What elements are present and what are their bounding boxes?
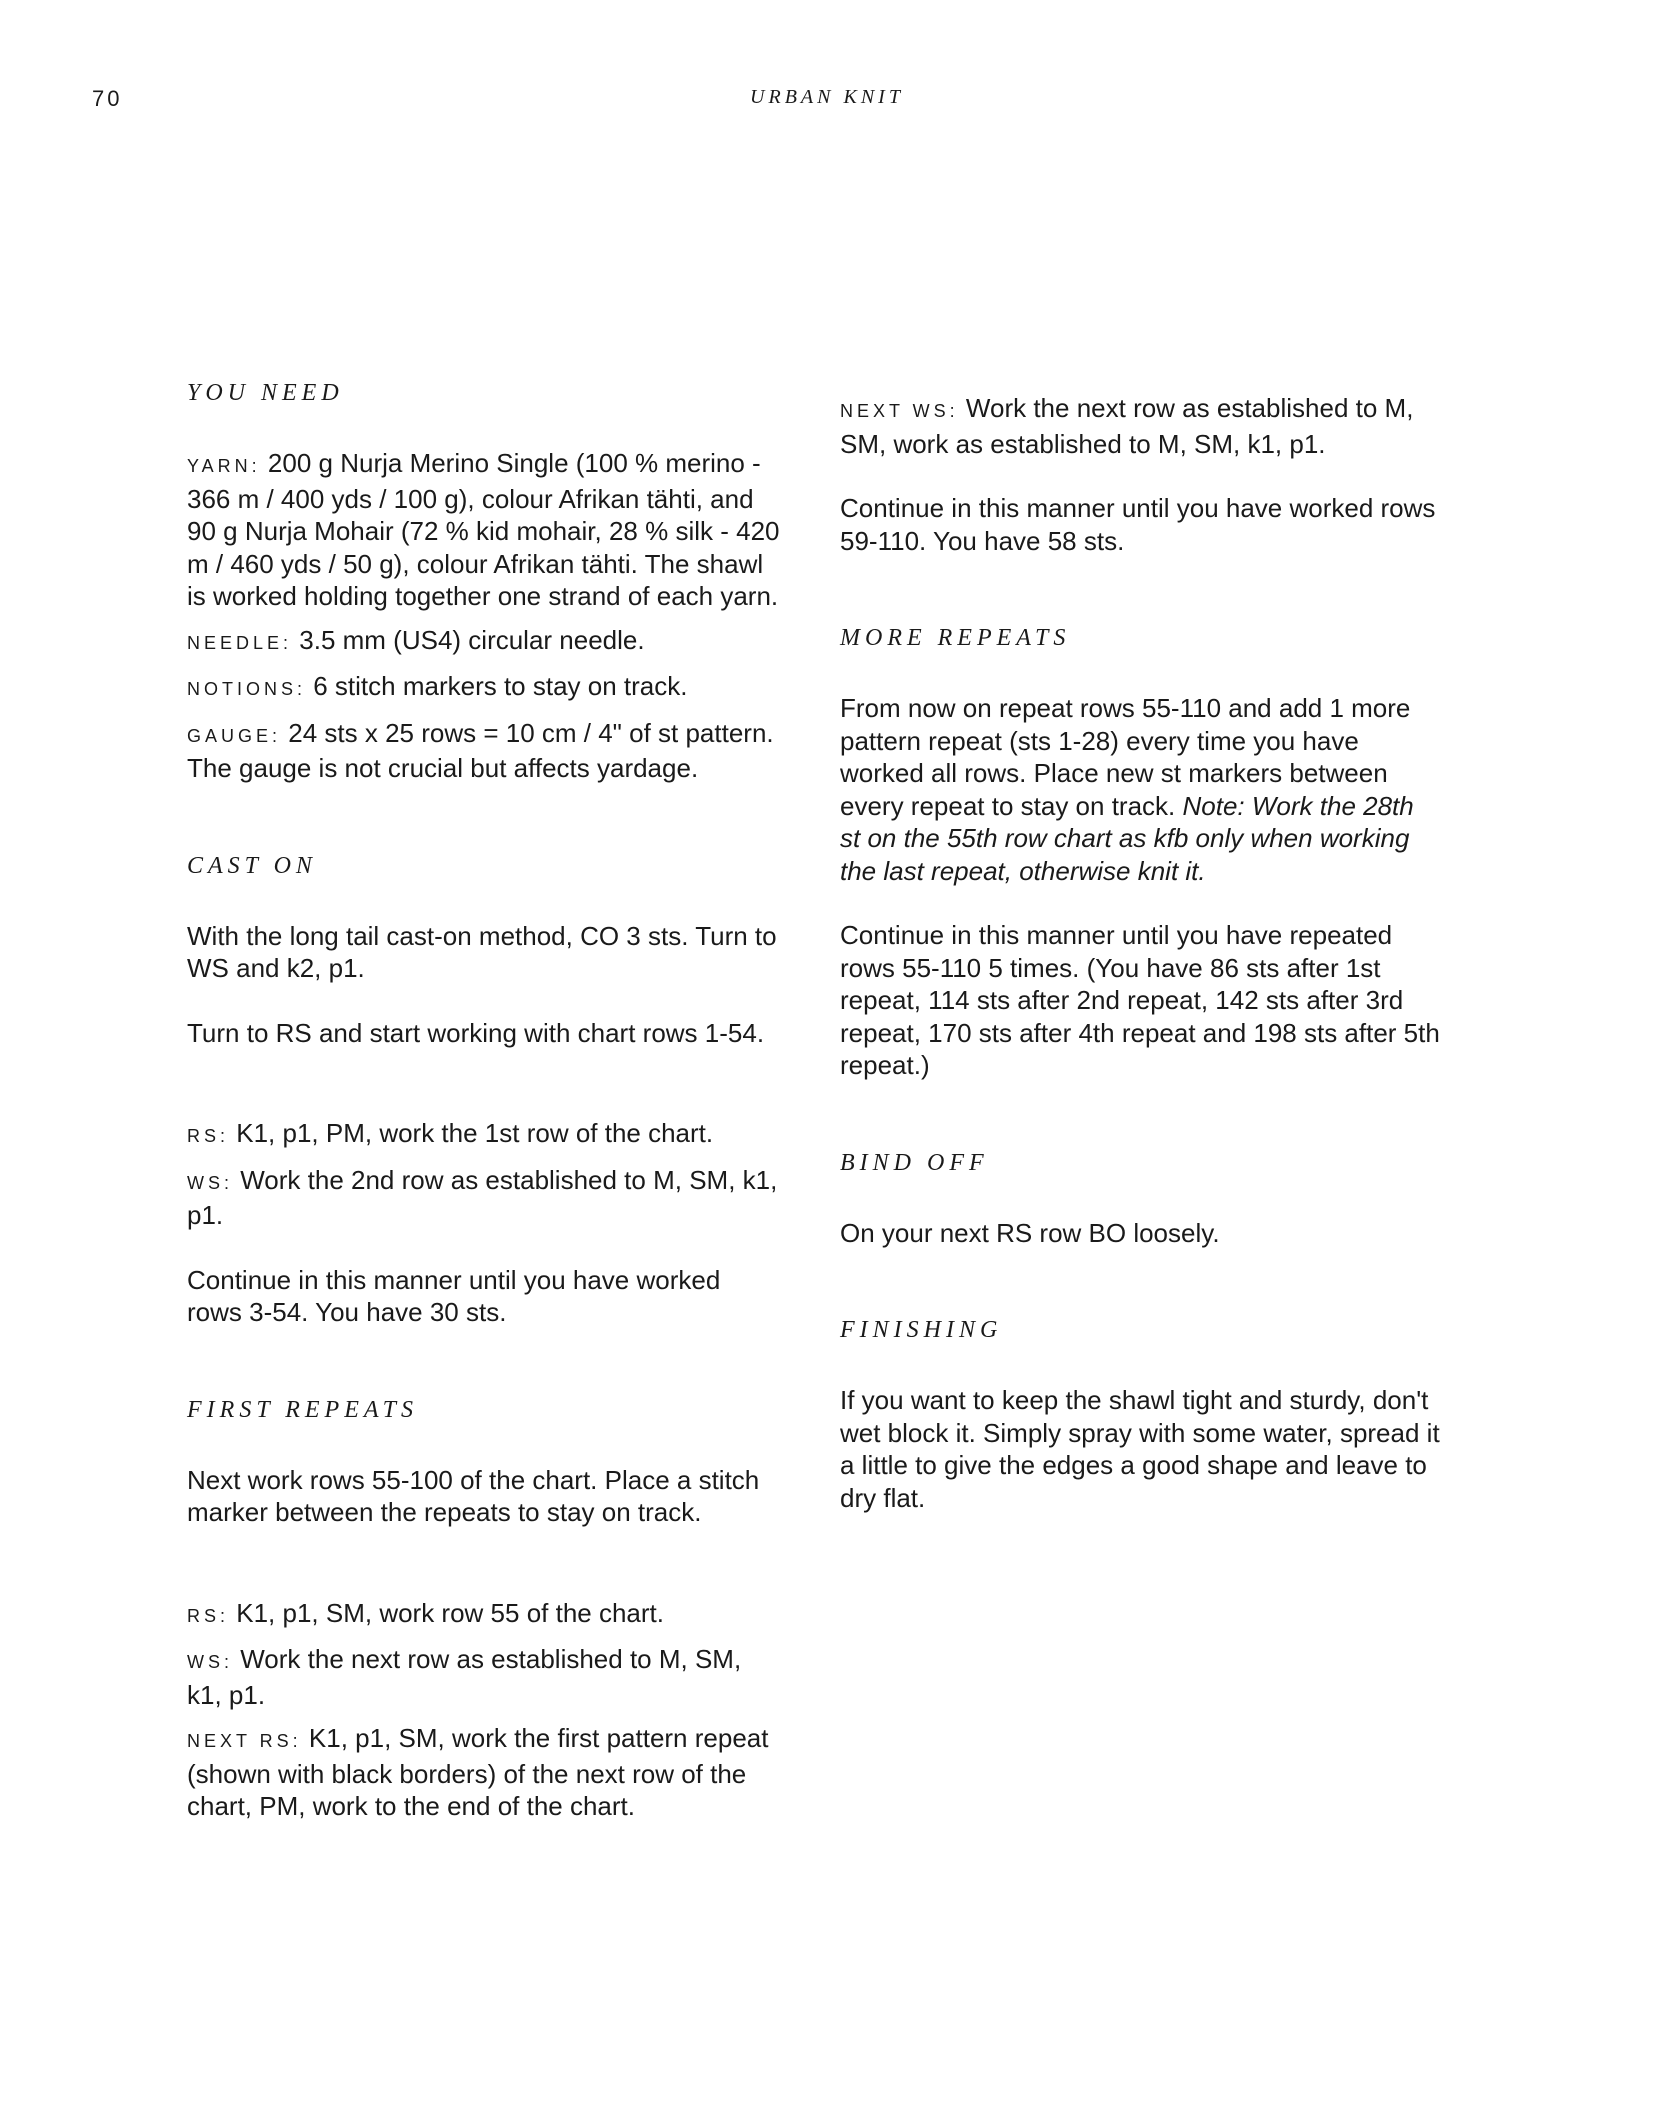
cast-on-paragraph-3: Continue in this manner until you have worked rows 3-54. You have 30 sts. — [187, 1264, 721, 1327]
gauge-label: GAUGE: — [187, 725, 282, 746]
next-ws-label: NEXT WS: — [840, 401, 959, 421]
cast-on-section — [187, 853, 782, 1329]
first-repeats-rs-row — [187, 1597, 782, 1633]
rs-text: K1, p1, SM, work row 55 of the chart. — [236, 1597, 664, 1628]
you-need-heading: YOU NEED — [187, 380, 344, 406]
cast-on-paragraph-1: With the long tail cast-on method, CO 3 sts. Turn to WS and k2, p1. — [187, 920, 777, 983]
bind-off-section — [840, 1150, 1440, 1250]
ws-text: Work the next row as established to M, SM, k1, p1. — [187, 1644, 742, 1710]
notions-paragraph — [187, 670, 782, 706]
bind-off-paragraph: On your next RS row BO loosely. — [840, 1217, 1220, 1248]
rs-text: K1, p1, PM, work the 1st row of the chart. — [236, 1118, 714, 1148]
yarn-paragraph — [187, 447, 782, 613]
running-title: URBAN KNIT — [750, 86, 904, 108]
more-repeats-paragraph-1 — [840, 692, 1440, 887]
ws-label: WS: — [187, 1652, 233, 1672]
first-repeats-paragraph-1: Next work rows 55-100 of the chart. Place a stitch marker between the repeats to stay on track. — [187, 1464, 760, 1527]
page-number: 70 — [92, 86, 123, 111]
rs-label: RS: — [187, 1126, 230, 1146]
right-column — [840, 392, 1440, 1514]
finishing-paragraph: If you want to keep the shawl tight and sturdy, don't wet block it. Simply spray with some water, spread it a little to give the edges a good shape and leave to dry flat. — [840, 1385, 1440, 1513]
first-repeats-heading: FIRST REPEATS — [187, 1396, 418, 1423]
notions-label: NOTIONS: — [187, 679, 307, 699]
first-repeats-section — [187, 1397, 782, 1823]
ws-text: Work the 2nd row as established to M, SM, k1, p1. — [187, 1164, 778, 1230]
more-repeats-text: From now on repeat rows 55-110 and add 1 more pattern repeat (sts 1-28) every time you have worked all rows. Place new st markers between every repeat to stay on track. — [840, 693, 1411, 821]
yarn-label: YARN: — [187, 456, 261, 476]
gauge-text: 24 sts x 25 rows = 10 cm / 4" of st pattern. The gauge is not crucial but affects yardage. — [187, 717, 774, 783]
more-repeats-section — [840, 625, 1440, 1082]
rs-label: RS: — [187, 1605, 230, 1626]
cast-on-ws-row — [187, 1164, 782, 1232]
gauge-paragraph — [187, 717, 782, 785]
next-ws-row — [840, 392, 1440, 460]
cast-on-rs-row — [187, 1117, 782, 1153]
needle-text: 3.5 mm (US4) circular needle. — [299, 624, 645, 655]
ws-label: WS: — [187, 1172, 233, 1193]
next-ws-text: Work the next row as established to M, SM, work as established to M, SM, k1, p1. — [840, 393, 1414, 459]
left-column — [187, 380, 782, 1823]
finishing-section — [840, 1317, 1440, 1514]
continue-paragraph: Continue in this manner until you have worked rows 59-110. You have 58 sts. — [840, 493, 1436, 556]
more-repeats-note: Note: Work the 28th st on the 55th row chart as kfb only when working the last repeat, otherwise knit it. — [840, 790, 1414, 886]
more-repeats-heading: MORE REPEATS — [840, 625, 1071, 651]
next-rs-label: NEXT RS: — [187, 1731, 302, 1751]
needle-paragraph — [187, 624, 782, 660]
cast-on-paragraph-2: Turn to RS and start working with chart rows 1-54. — [187, 1017, 765, 1048]
next-rs-text: K1, p1, SM, work the first pattern repeat (shown with black borders) of the next row of the chart, PM, work to the end of the chart. — [187, 1723, 769, 1821]
bind-off-heading: BIND OFF — [840, 1149, 989, 1176]
first-repeats-ws-row — [187, 1643, 782, 1711]
notions-text: 6 stitch markers to stay on track. — [313, 671, 688, 701]
finishing-heading: FINISHING — [840, 1317, 1003, 1343]
needle-label: NEEDLE: — [187, 632, 293, 653]
yarn-text: 200 g Nurja Merino Single (100 % merino - 366 m / 400 yds / 100 g), colour Afrikan tähti, and 90 g Nurja Mohair (72 % kid mohair, 28 % silk - 420 m / 460 yds / 50 g), colour Afrikan tähti. The shawl is worked holding together one strand of each yarn. — [187, 448, 780, 611]
you-need-section — [187, 380, 782, 785]
first-repeats-next-rs-row — [187, 1722, 782, 1823]
cast-on-heading: CAST ON — [187, 852, 317, 879]
more-repeats-paragraph-2: Continue in this manner until you have repeated rows 55-110 5 times. (You have 86 sts after 1st repeat, 114 sts after 2nd repeat, 142 sts after 3rd repeat, 170 sts after 4th repeat and 198 sts after 5th repeat.) — [840, 920, 1440, 1080]
